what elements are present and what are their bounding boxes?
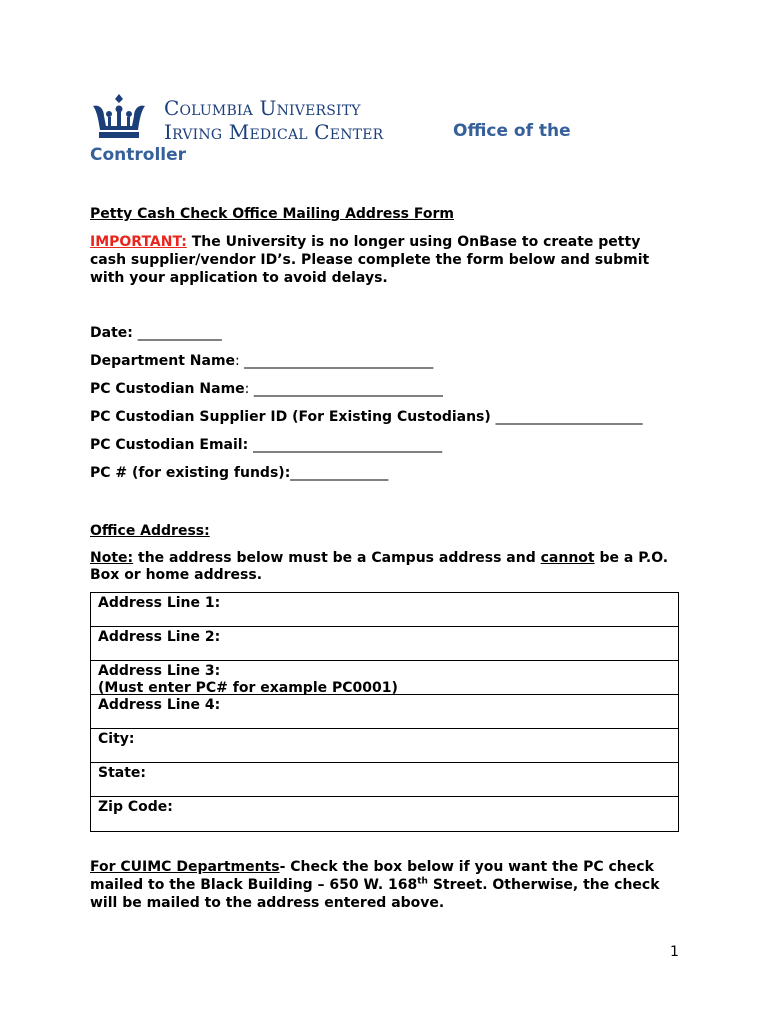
pc-custodian-email-label: PC Custodian Email: bbox=[90, 437, 254, 453]
note-line1 bbox=[90, 549, 668, 567]
pc-custodian-email-blank[interactable]: ___________________________ bbox=[253, 437, 443, 453]
form-title: Petty Cash Check Office Mailing Address Form bbox=[90, 206, 454, 222]
pc-custodian-name-label: PC Custodian Name bbox=[90, 381, 245, 397]
address-line-3-label: Address Line 3: bbox=[98, 663, 221, 679]
office-title-line2: Controller bbox=[90, 145, 187, 165]
pc-custodian-supplier-id-label: PC Custodian Supplier ID (For Existing Custodians) bbox=[90, 409, 496, 425]
pc-number-field[interactable] bbox=[90, 465, 388, 481]
cuimc-line1 bbox=[90, 858, 654, 876]
date-label: Date: bbox=[90, 325, 138, 341]
important-notice-line3: with your application to avoid delays. bbox=[90, 270, 388, 286]
city-row[interactable] bbox=[91, 729, 678, 763]
pc-custodian-name-blank[interactable]: ___________________________ bbox=[249, 381, 443, 397]
note-text-2: be a P.O. bbox=[594, 550, 669, 566]
pc-custodian-name-field[interactable] bbox=[90, 381, 443, 397]
cuimc-line2-sup: th bbox=[417, 876, 428, 887]
date-blank[interactable]: ____________ bbox=[137, 325, 222, 341]
crown-logo-icon bbox=[90, 94, 148, 140]
pc-custodian-name-colon: : bbox=[244, 381, 250, 397]
state-row[interactable] bbox=[91, 763, 678, 797]
address-line-3-hint: (Must enter PC# for example PC0001) bbox=[98, 680, 398, 696]
note-text-1: the address below must be a Campus address and bbox=[133, 550, 541, 566]
cuimc-line2 bbox=[90, 876, 660, 894]
pc-number-label: PC # (for existing funds): bbox=[90, 465, 291, 481]
department-name-colon: : bbox=[235, 353, 240, 369]
pc-custodian-supplier-id-field[interactable] bbox=[90, 409, 643, 425]
pc-custodian-email-field[interactable] bbox=[90, 437, 442, 453]
pc-custodian-supplier-id-blank[interactable]: _____________________ bbox=[495, 409, 643, 425]
address-table bbox=[90, 592, 679, 832]
note-cannot: cannot bbox=[540, 550, 595, 566]
cuimc-line3: will be mailed to the address entered above. bbox=[90, 895, 445, 911]
logo-medical-center: Irving Medical Center bbox=[164, 120, 384, 144]
office-address-heading: Office Address: bbox=[90, 523, 210, 539]
address-line-4-row[interactable] bbox=[91, 695, 678, 729]
address-line-2-label: Address Line 2: bbox=[98, 629, 221, 645]
address-line-1-label: Address Line 1: bbox=[98, 595, 221, 611]
address-line-1-row[interactable] bbox=[91, 593, 678, 627]
important-text-1: The University is no longer using OnBase to create petty bbox=[186, 234, 641, 250]
note-line2: Box or home address. bbox=[90, 567, 263, 583]
important-notice-line1 bbox=[90, 233, 640, 251]
cuimc-line2-b: Street. Otherwise, the check bbox=[427, 877, 660, 893]
logo-university-name: Columbia University bbox=[164, 96, 361, 120]
state-label: State: bbox=[98, 765, 147, 781]
pc-number-blank[interactable]: ______________ bbox=[290, 465, 389, 481]
department-name-blank[interactable]: ___________________________ bbox=[239, 353, 434, 369]
important-label: IMPORTANT: bbox=[90, 234, 187, 250]
date-field[interactable] bbox=[90, 325, 222, 341]
address-line-2-row[interactable] bbox=[91, 627, 678, 661]
office-title-line1: Office of the bbox=[453, 121, 571, 141]
note-label: Note: bbox=[90, 550, 134, 566]
page-number: 1 bbox=[670, 944, 679, 960]
address-line-4-label: Address Line 4: bbox=[98, 697, 221, 713]
cuimc-label: For CUIMC Departments bbox=[90, 859, 280, 875]
address-line-3-row[interactable] bbox=[91, 661, 678, 695]
important-notice-line2: cash supplier/vendor ID’s. Please complete the form below and submit bbox=[90, 252, 650, 268]
cuimc-line2-a: mailed to the Black Building – 650 W. 168 bbox=[90, 877, 418, 893]
department-name-field[interactable] bbox=[90, 353, 433, 369]
zip-code-row[interactable] bbox=[91, 797, 678, 831]
cuimc-line1-rest: - Check the box below if you want the PC check bbox=[279, 859, 654, 875]
city-label: City: bbox=[98, 731, 135, 747]
zip-code-label: Zip Code: bbox=[98, 799, 173, 815]
department-name-label: Department Name bbox=[90, 353, 236, 369]
